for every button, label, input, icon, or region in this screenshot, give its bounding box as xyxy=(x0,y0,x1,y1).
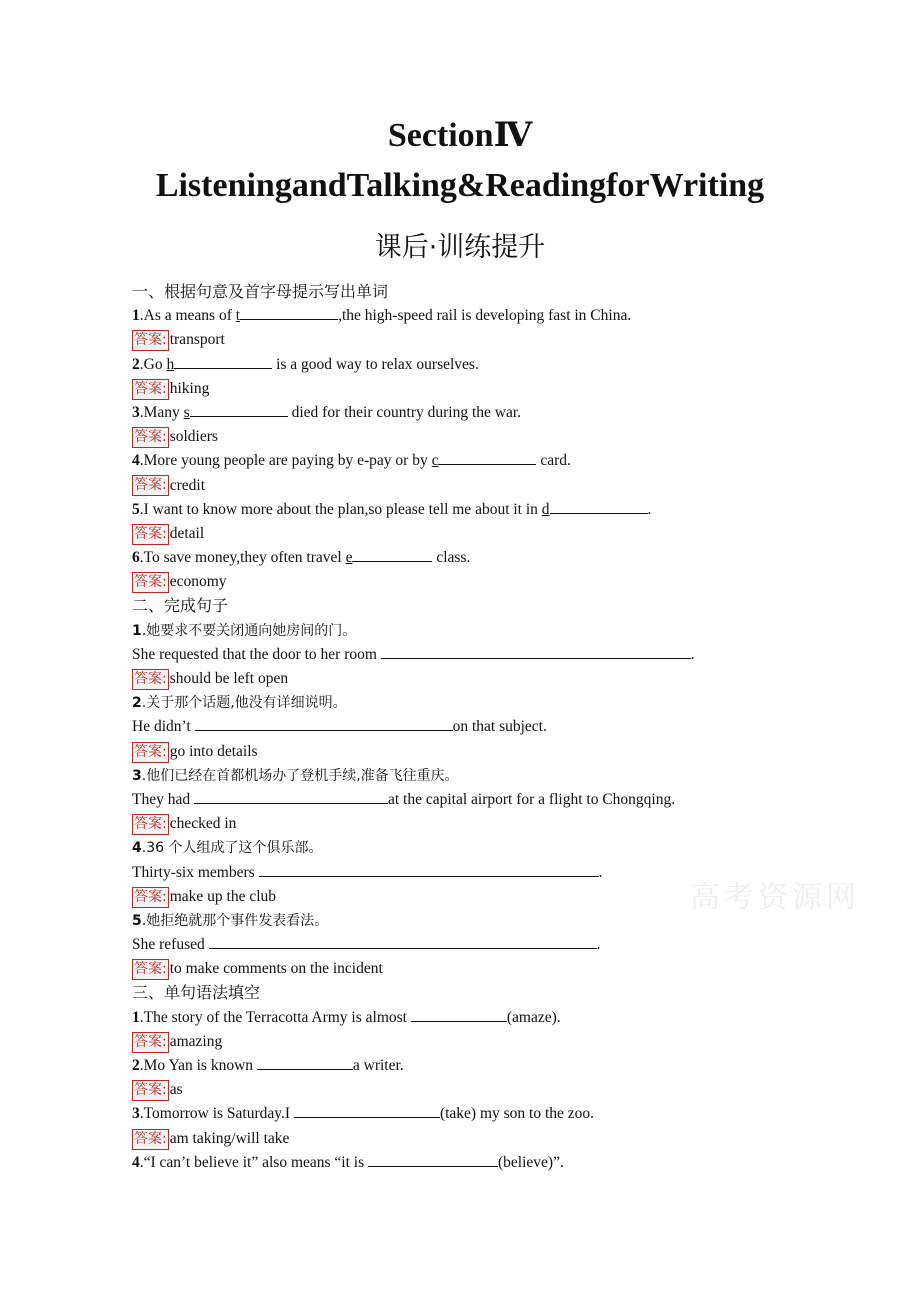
question-text: (take) my son to the zoo. xyxy=(439,1105,595,1123)
title-line-2: ListeningandTalking&ReadingforWriting xyxy=(155,167,765,204)
answer-blank xyxy=(194,789,388,804)
answer-label: 答案: xyxy=(132,524,169,545)
answer-row xyxy=(132,377,752,401)
answer-row xyxy=(132,570,752,594)
chinese-text: .他们已经在首都机场办了登机手续,准备飞往重庆。 xyxy=(141,767,459,784)
question xyxy=(132,498,752,522)
question xyxy=(132,1006,752,1030)
answer-row xyxy=(132,812,752,836)
answer-label: 答案: xyxy=(132,887,169,908)
question-text: .Mo Yan is known xyxy=(139,1057,257,1074)
answer-blank xyxy=(259,862,599,877)
answer-label: 答案: xyxy=(132,427,169,448)
answer-blank xyxy=(209,934,597,949)
answer-label: 答案: xyxy=(132,814,169,835)
answer-label: 答案: xyxy=(132,475,169,496)
initial-letter: s xyxy=(183,403,190,421)
answer-blank xyxy=(257,1055,353,1070)
chinese-text: .36 个人组成了这个俱乐部。 xyxy=(141,840,323,857)
answer-blank xyxy=(174,354,272,369)
chinese-prompt xyxy=(132,691,752,715)
question-text: class. xyxy=(432,549,471,567)
answer-blank xyxy=(381,644,691,659)
watermark-logo: 高考资源网 xyxy=(690,880,860,915)
answer-text: should be left open xyxy=(169,670,289,687)
question-text: .Many xyxy=(139,403,184,421)
question-number: 2 xyxy=(132,695,142,712)
question-text: card. xyxy=(536,452,571,470)
answer-text: detail xyxy=(169,524,205,542)
question-text: a writer. xyxy=(352,1057,404,1074)
question-number: 1 xyxy=(132,307,140,325)
sentence-text: . xyxy=(598,863,603,881)
question-number: 4 xyxy=(132,452,140,470)
subtitle: 课后·训练提升 xyxy=(374,232,546,263)
answer-text: hiking xyxy=(169,379,210,397)
question-text: .The story of the Terracotta Army is almost xyxy=(139,1008,411,1026)
sentence-line xyxy=(132,715,752,739)
question-number: 3 xyxy=(132,1105,140,1123)
question-text: .“I can’t believe it” also means “it is xyxy=(139,1153,369,1171)
question-number: 4 xyxy=(132,840,142,857)
question-text: .Tomorrow is Saturday.I xyxy=(139,1105,294,1123)
chinese-prompt xyxy=(132,836,752,860)
initial-letter: d xyxy=(541,500,550,518)
section-heading-1: 一、根据句意及首字母提示写出单词 xyxy=(132,282,389,301)
question-number: 2 xyxy=(132,1057,140,1074)
sentence-text: Thirty-six members xyxy=(132,863,259,881)
question-number: 2 xyxy=(132,355,140,373)
question-number: 3 xyxy=(132,403,140,421)
chinese-prompt xyxy=(132,619,752,643)
sentence-text: He didn’t xyxy=(132,718,195,736)
initial-letter: t xyxy=(235,307,241,325)
answer-row xyxy=(132,1127,752,1151)
answer-row xyxy=(132,1030,752,1054)
sentence-text: on that subject. xyxy=(452,718,547,736)
answer-label: 答案: xyxy=(132,1129,169,1150)
question-text: .To save money,they often travel xyxy=(139,549,346,567)
answer-text: to make comments on the incident xyxy=(169,960,383,978)
question xyxy=(132,1102,752,1126)
question-text: .More young people are paying by e-pay or by xyxy=(139,452,432,470)
chinese-prompt xyxy=(132,764,752,788)
question-number: 4 xyxy=(132,1153,140,1171)
answer-text: soldiers xyxy=(169,428,218,446)
sentence-line xyxy=(132,861,752,885)
answer-label: 答案: xyxy=(132,1080,169,1101)
question xyxy=(132,1054,752,1078)
sentence-text: She requested that the door to her room xyxy=(132,645,381,663)
answer-row xyxy=(132,885,752,909)
question-number: 5 xyxy=(132,912,142,929)
answer-blank xyxy=(195,716,453,731)
answer-label: 答案: xyxy=(132,1032,169,1053)
answer-blank xyxy=(352,547,432,562)
sentence-text: They had xyxy=(132,790,194,808)
chinese-text: .她要求不要关闭通向她房间的门。 xyxy=(141,622,357,639)
sentence-text: . xyxy=(690,645,695,663)
question-text: .Go xyxy=(139,355,167,373)
sentence-line xyxy=(132,788,752,812)
section-heading-2: 二、完成句子 xyxy=(132,596,229,616)
question xyxy=(132,1151,752,1175)
chinese-text: .关于那个话题,他没有详细说明。 xyxy=(141,695,347,712)
question xyxy=(132,304,752,328)
answer-label: 答案: xyxy=(132,379,169,400)
question-text: .I want to know more about the plan,so please tell me about it in xyxy=(139,500,542,518)
title-line-1: SectionⅣ xyxy=(387,117,533,154)
question-text: died for their country during the war. xyxy=(287,403,522,421)
answer-row xyxy=(132,328,752,352)
question-number: 5 xyxy=(132,500,140,518)
question xyxy=(132,401,752,425)
answer-blank xyxy=(294,1103,440,1118)
question-text: ,the high-speed rail is developing fast in China. xyxy=(338,307,632,325)
initial-letter: h xyxy=(166,355,175,373)
question-number: 3 xyxy=(132,767,142,784)
answer-text: as xyxy=(169,1081,183,1099)
answer-row xyxy=(132,474,752,498)
answer-text: credit xyxy=(169,476,206,494)
sentence-text: She refused xyxy=(132,936,209,954)
answer-row xyxy=(132,522,752,546)
question xyxy=(132,353,752,377)
question-text: . xyxy=(647,500,652,518)
section-heading-3: 三、单句语法填空 xyxy=(132,983,261,1003)
answer-row xyxy=(132,667,752,691)
chinese-prompt xyxy=(132,909,752,933)
answer-text: make up the club xyxy=(169,887,277,905)
answer-text: go into details xyxy=(169,742,258,760)
answer-row xyxy=(132,425,752,449)
question-number: 1 xyxy=(132,622,142,639)
answer-blank xyxy=(411,1007,507,1022)
question-number: 6 xyxy=(132,549,140,567)
answer-row xyxy=(132,1078,752,1102)
answer-text: am taking/will take xyxy=(169,1129,290,1147)
initial-letter: e xyxy=(345,549,353,567)
answer-blank xyxy=(550,499,648,514)
question-text: .As a means of xyxy=(139,307,236,325)
question-number: 1 xyxy=(132,1008,140,1026)
answer-blank xyxy=(190,402,288,417)
chinese-text: .她拒绝就那个事件发表看法。 xyxy=(141,912,329,929)
answer-label: 答案: xyxy=(132,330,169,351)
question-text: is a good way to relax ourselves. xyxy=(272,355,479,373)
answer-text: economy xyxy=(169,573,227,591)
sentence-text: at the capital airport for a flight to Chongqing. xyxy=(387,790,676,808)
question-text: (believe)”. xyxy=(498,1153,564,1171)
answer-label: 答案: xyxy=(132,742,169,763)
exercise-content xyxy=(132,280,752,1175)
question xyxy=(132,546,752,570)
answer-label: 答案: xyxy=(132,572,169,593)
sentence-line xyxy=(132,643,752,667)
answer-label: 答案: xyxy=(132,669,169,690)
answer-blank xyxy=(240,305,338,320)
initial-letter: c xyxy=(431,452,439,470)
answer-text: checked in xyxy=(169,815,237,833)
sentence-text: . xyxy=(596,936,601,954)
answer-blank xyxy=(438,450,536,465)
answer-row xyxy=(132,957,752,981)
answer-row xyxy=(132,740,752,764)
question xyxy=(132,449,752,473)
answer-text: transport xyxy=(169,331,225,349)
answer-text: amazing xyxy=(169,1032,223,1050)
answer-blank xyxy=(368,1152,498,1167)
question-text: (amaze). xyxy=(506,1008,561,1026)
answer-label: 答案: xyxy=(132,959,169,980)
sentence-line xyxy=(132,933,752,957)
